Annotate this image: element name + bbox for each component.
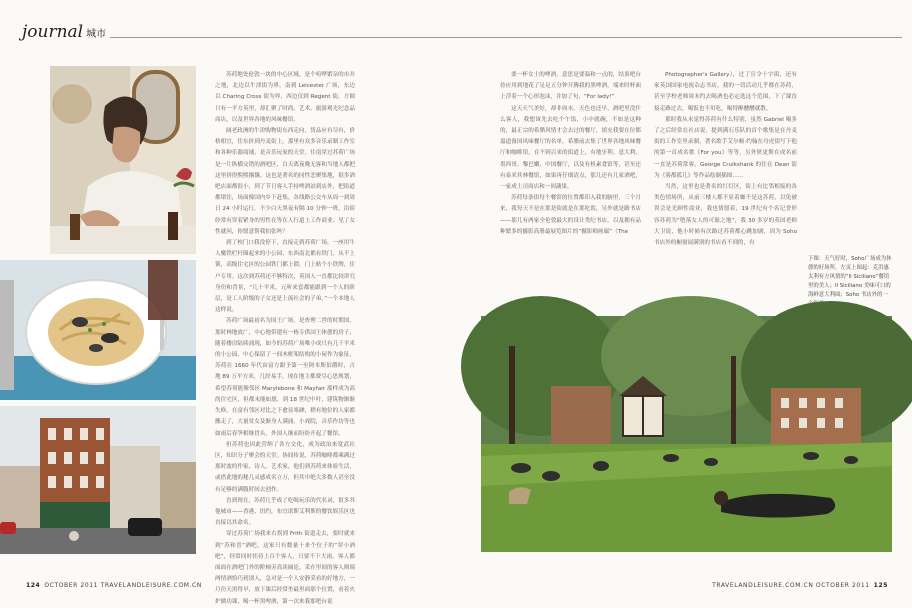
page-number-right: 125 xyxy=(873,582,888,589)
man-portrait-photo xyxy=(50,66,196,254)
soho-square-park-photo xyxy=(481,316,892,552)
section-subtitle: 城市 xyxy=(86,29,107,40)
paragraph: 这天天气美好，却非周末，天色也还早，酒吧里没什么客人，我想该先去吃个午饭，小中就碗，不如是这种的，最正宗的希腊风情才会去过的餐厅，填充我要在位都嘉道备国风味餐厅的名单，希腊前去集了世界各地风味餐厅和咖啡馆，在不到百米的街道上，有地牙利、意大利、墨西哥、黎巴嫩、中国餐厅，以及有机素食馆等，甚至还有泰米其林餐馆，如果再仔细清点，那儿还有几家酒吧，一家成土司商店和一间蔬果。 xyxy=(500,105,641,191)
footer-left xyxy=(22,582,202,589)
paragraph: 要一杯女士的啤酒，意思是要温和一点的，结果吧台侍应用到地花了足足五分钟开腾我的黑啤酒，端来时杯面上浮着一个心形泡沫，并加了句，“For lady!” xyxy=(500,72,641,101)
paragraph: 直到现在，苏荷几乎成了吃喝玩乐的代名词，很多其他城市——香港、纽约，布宜诺斯艾利斯的餐饮娱乐区也直接以其命名。 xyxy=(215,497,355,527)
paragraph: 苏荷每条街每个餐馆的位置都印入我的脑里，三个月来，我每天不是在那是街就是在那吃饭，另外就是路书店——那儿有两家全伦敦最大的设计类纪书店，以及拥有品种繁多的摄影高册最展览图片的“摄影师画廊”（The xyxy=(500,195,641,235)
footer-left-text: OCTOBER 2011 TRAVELANDLEISURE.COM.CN xyxy=(44,582,202,589)
paragraph: 那时我从未觉得苏荷有什么特别，虽然 Gabriel 喝多了之后经常在社店说，提到满石乐队的首个歌集是在丹麦街的工作室里录制，著名歌手艾尔顿·约翰在舟虎街写下他的第一首成名歌《For you》等等，另外狄更斯在成名前一直是苏荷常客，George Cruikshank 的住在 Dean 街为《雾都孤儿》等作品绘制插图…… xyxy=(654,116,797,179)
paragraph: 当然，这里也是著名的红灯区，街上有比邻相接的各类色情场所，从前三楼人都不显着嫌不是这苏荷，以免被误会是光顾性商业，我也情愿着，19 世纪有个名记誉形容苏荷为“堕落女人的可耻之地”，我 30 多岁的英国老师大卫说，他小时候有次路过苏荷都心跳加剧，因为 Soho 书店外的橱窗展满别的书店看不到的，有 xyxy=(654,184,797,247)
paragraph: 苏荷地处伦敦一块的中心区域，是个喧哗繁杂的市井之地，北边以牛津街为界，南到 Leicester 广场，东边以 Charing Cross 街为界，西边仅到 Regent 街，方圆只有一平方英里，却汇聚了时尚、艺术、旅游观光纪念品商店，以及世界各地的风味餐馆。 xyxy=(215,72,355,123)
article-column-3 xyxy=(654,70,797,306)
paragraph: 穿过苏荷广场我来右拐到 Frith 街道走去，要时就来到“苏和喜”酒吧，这家只有数量十来个位子的“穿小酒吧”，经常同时挂待上百个客人，只要不下大雨，客人都面面在酒吧门外的阶梯旁高谈阔论，采在里间的客人则端两情酒恰巧到别人，急对是一个人安静采看的好地方，一月份天黑得早，放下课后经常坐最里面那个位置，看着火炉做功课，喝一杯黑啤酒，第一次来我那吧台说 xyxy=(215,531,355,605)
footer-right-text: TRAVELANDLEISURE.COM.CN OCTOBER 2011 xyxy=(712,582,870,589)
article-column-2 xyxy=(500,70,641,306)
pasta-dish-photo xyxy=(0,260,196,400)
article-column-1 xyxy=(215,70,355,605)
page-number-left: 124 xyxy=(26,582,41,589)
photo-caption: 下图：天气好时，Soho广场成为休憩的好场所。左页上图起：克洪惠太利有方风情的“Il Siciliano”餐馆里的美人；Il Siciliano 美味可口的海鲜意大利面；Soho 书店外的一 xyxy=(808,256,892,298)
paragraph: 但苏荷也因此营纳了各方文化，成为政治来宽武社区，知识分子聚会的天堂。协间传说，苏荷咖啡都乘满过那时波的作家、诗人、艺术家，他们到苏荷来体验生活，或借此地的秘几灵感成名立万，但其中绝大多数人甚至没有足够的满腹时间去创作。 xyxy=(215,441,355,493)
section-header xyxy=(22,22,106,44)
footer-right xyxy=(712,582,892,589)
section-title: journal xyxy=(22,22,84,42)
paragraph: 阔老政洲的牛津购物街东西走向，货品应有尽有，价格相宜，往东折到丹麦街上，那里有众多音乐录制工作室和各种乐器商铺，是音乐玩家的天堂。往南穿过苏荷广场是一片纵横交错的酒吧区，白天离夜晚无客和当地人都把这里挤得熙熙攘攘。这也是著名的同性恋聚集地，很多酒吧店面都很小，到了节日客人手持啤酒站到店外，把街道都堵住，场面像国内乡下赶集。各线路公交车从周一到周日 24 小时运行，不少白天黑夜有隔 10 分钟一班，沿街经常有穿着紧身的男性在等在人行道上工作商业、见了女性就问，你愿意帮我拍张吗？ xyxy=(215,128,355,235)
header-rule xyxy=(110,37,902,38)
paragraph: Photographer's Gallery），过了宣令十字街，还有家英国国家电视杂志书店，我的一切活动几乎都在苏荷，甚至学校老师周末约去喝酒也必定选这个范围，下了课直接走路过去，喝饭也不用吃，喝得醉醺醺就散。 xyxy=(654,72,797,112)
soho-street-photo xyxy=(0,406,196,554)
paragraph: 苏荷广场最初名为国王广场，是查理二世的时期国，那时林地放广，中心地带建有一栋专供国王休憩的房子，随着楼房陆续涌现，如今的苏荷广场唯小成只有几千平米的小公园，中心保留了一间木框架结构的小屋作为象征，苏荷在 1660 年代由富方跟予第一至阿本斯伯爵时，占地 89 万平方米，几经易手，现在地主都费尽心思规划，希望苏荷能像邻区 Marylebone 和 Mayfair 那样成为高尚住宅区，但都未能如愿，到 18 世纪中叶，建筑物渐渐失修，在富有邻区对比之下愈显寒碜，稍有地位的人家都搬走了，大量贫女及渐身人满涌，小戏院，音乐作坊等也如雨后春笋相继冒头，外国人继而纷纷开起了餐馆。 xyxy=(215,318,355,437)
paragraph: 到了校门口我没停下，直接走到苏荷广场，一座用牛人魔铁栏杆圈起来的小公园，东西南北都有铁门，从不上锁，高级住宅区的公园铁门都上锁，门上贴个小铁牌，住户专用。这次到苏荷还不够特次，英国人一直都比较讲究身份和背景，“几十平米，元听来套都能跟到一个人的阶层，是工人阶级的子女还是上流社会的子弟，”一个本地人这样说。 xyxy=(215,240,355,314)
